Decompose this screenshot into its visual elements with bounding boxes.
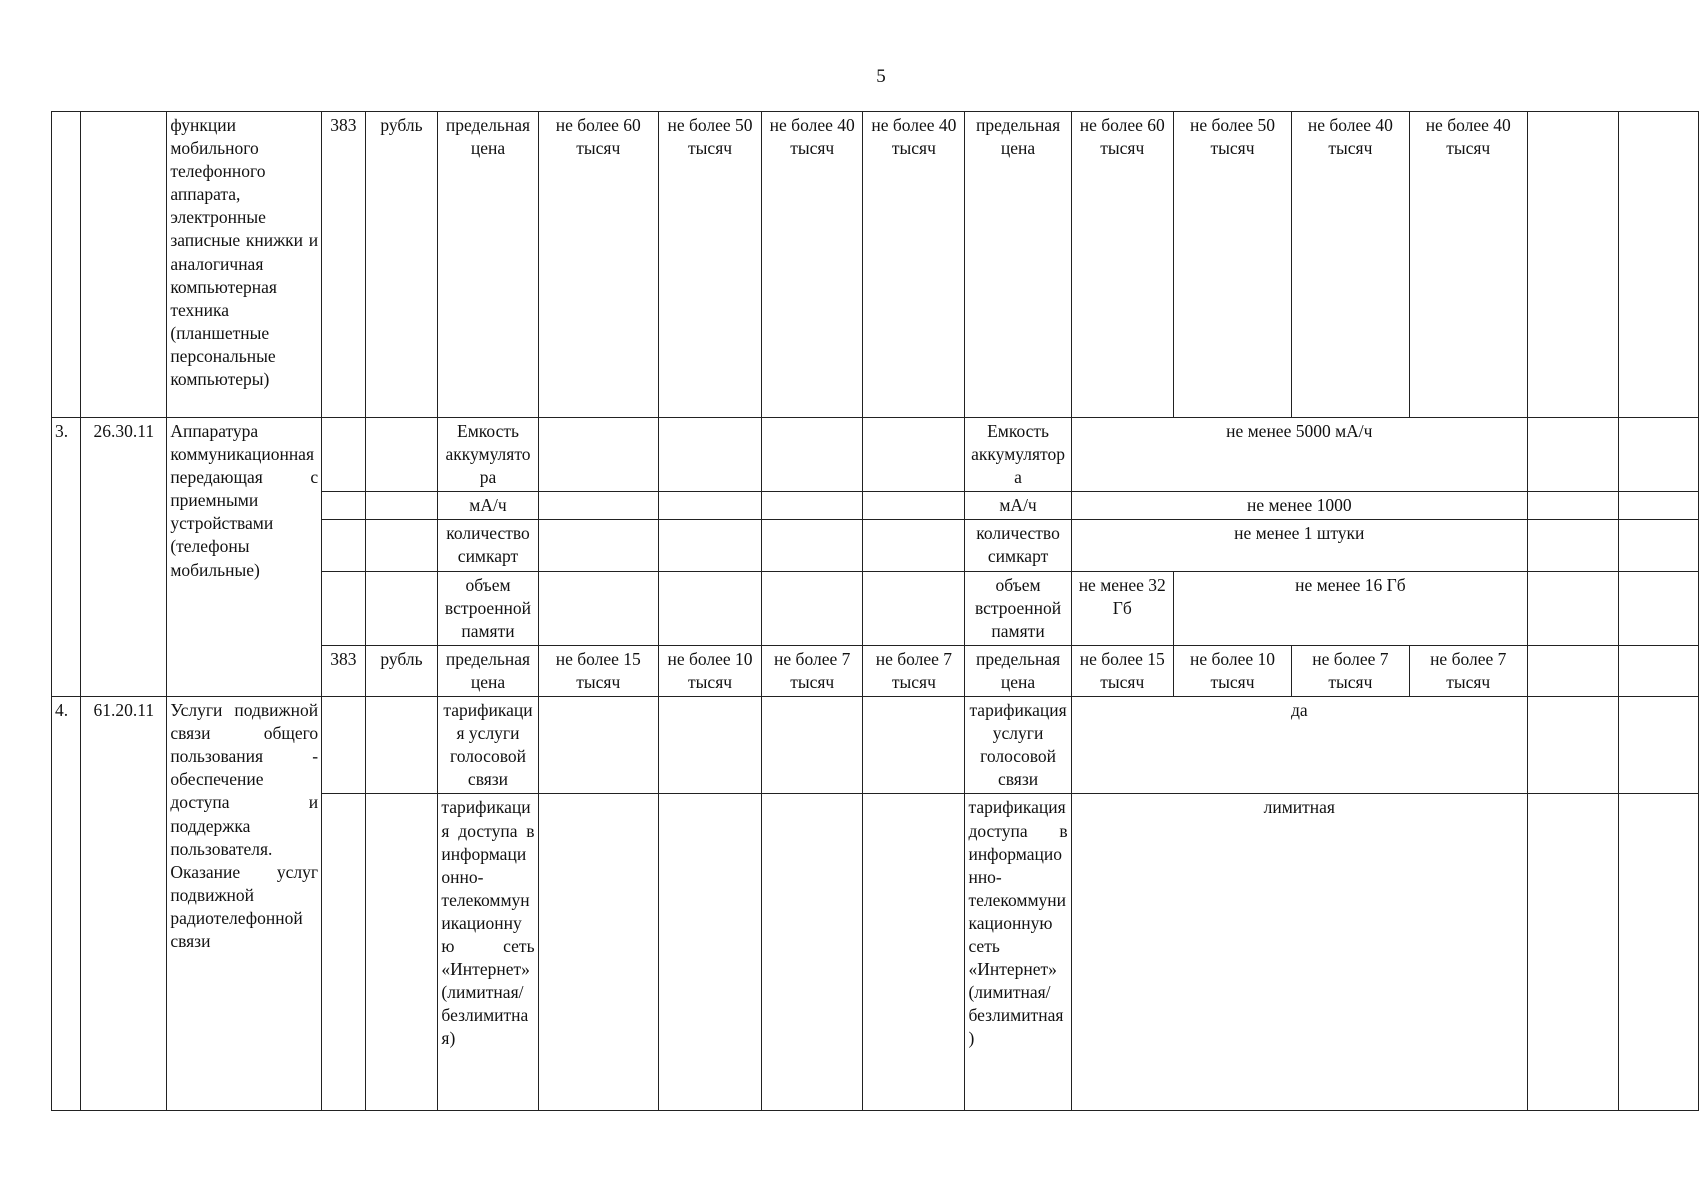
cell-empty bbox=[1527, 520, 1618, 571]
cell-empty bbox=[365, 571, 438, 645]
cell-empty bbox=[538, 697, 658, 794]
unit-code: 383 bbox=[322, 645, 366, 696]
characteristic: тарификация доступа в информационно-телекоммуникационную сеть «Интернет» (лимитная/ безлимитная) bbox=[965, 794, 1071, 1111]
table-row bbox=[52, 697, 1699, 794]
value: не более 60 тысяч bbox=[538, 112, 658, 418]
cell-empty bbox=[1618, 794, 1698, 1111]
cell-empty bbox=[863, 418, 965, 492]
cell-empty bbox=[658, 492, 761, 520]
item-name: функции мобильного телефонного аппарата, электронные записные книжки и аналогичная компьютерная техника (планшетные персональные компьютеры) bbox=[167, 112, 322, 418]
cell-empty bbox=[1527, 645, 1618, 696]
value: не более 7 тысяч bbox=[762, 645, 863, 696]
characteristic: предельная цена bbox=[438, 112, 538, 418]
cell-empty bbox=[1527, 112, 1618, 418]
value: не более 40 тысяч bbox=[762, 112, 863, 418]
cell-empty bbox=[1618, 697, 1698, 794]
cell-empty bbox=[538, 418, 658, 492]
value: не более 40 тысяч bbox=[1409, 112, 1527, 418]
characteristic: объем встроенной памяти bbox=[965, 571, 1071, 645]
characteristic: Емкость аккумулятора bbox=[438, 418, 538, 492]
value: не менее 1000 bbox=[1071, 492, 1527, 520]
cell-empty bbox=[538, 492, 658, 520]
value: не более 7 тысяч bbox=[1409, 645, 1527, 696]
cell-empty bbox=[1618, 492, 1698, 520]
value: не более 50 тысяч bbox=[658, 112, 761, 418]
cell-empty bbox=[538, 571, 658, 645]
cell-empty bbox=[322, 520, 366, 571]
page-number: 5 bbox=[876, 66, 886, 87]
cell-empty bbox=[762, 492, 863, 520]
value: не более 10 тысяч bbox=[658, 645, 761, 696]
characteristic: предельная цена bbox=[965, 112, 1071, 418]
cell-empty bbox=[322, 418, 366, 492]
characteristic: тарификация доступа в информационно-телекоммуникационную сеть «Интернет» (лимитная/ безлимитная) bbox=[438, 794, 538, 1111]
cell-empty bbox=[863, 520, 965, 571]
cell-empty bbox=[365, 418, 438, 492]
cell-empty bbox=[1527, 794, 1618, 1111]
row-number: 4. bbox=[52, 697, 81, 1111]
okpd-code: 61.20.11 bbox=[81, 697, 167, 1111]
value: не более 60 тысяч bbox=[1071, 112, 1173, 418]
cell-empty bbox=[322, 794, 366, 1111]
value: да bbox=[1071, 697, 1527, 794]
cell-empty bbox=[658, 571, 761, 645]
cell-empty bbox=[1618, 520, 1698, 571]
cell-empty bbox=[322, 492, 366, 520]
characteristic: мА/ч bbox=[965, 492, 1071, 520]
cell-empty bbox=[1527, 418, 1618, 492]
cell-empty bbox=[863, 571, 965, 645]
cell-empty bbox=[658, 794, 761, 1111]
value: не менее 5000 мА/ч bbox=[1071, 418, 1527, 492]
item-name: Аппаратура коммуникационная передающая с приемными устройствами (телефоны мобильные) bbox=[167, 418, 322, 697]
value: не более 7 тысяч bbox=[1292, 645, 1409, 696]
characteristic: объем встроенной памяти bbox=[438, 571, 538, 645]
requirements-table bbox=[51, 111, 1699, 1111]
cell-empty bbox=[365, 520, 438, 571]
cell-empty bbox=[658, 697, 761, 794]
cell-okpd bbox=[81, 112, 167, 418]
cell-empty bbox=[658, 520, 761, 571]
value: не менее 16 Гб bbox=[1173, 571, 1527, 645]
value: лимитная bbox=[1071, 794, 1527, 1111]
value: не менее 1 штуки bbox=[1071, 520, 1527, 571]
cell-empty bbox=[1618, 112, 1698, 418]
cell-empty bbox=[322, 697, 366, 794]
characteristic: количество симкарт bbox=[965, 520, 1071, 571]
cell-num bbox=[52, 112, 81, 418]
value: не более 50 тысяч bbox=[1173, 112, 1291, 418]
cell-empty bbox=[762, 697, 863, 794]
cell-empty bbox=[762, 418, 863, 492]
characteristic: тарификация услуги голосовой связи bbox=[965, 697, 1071, 794]
value: не более 10 тысяч bbox=[1173, 645, 1291, 696]
cell-empty bbox=[658, 418, 761, 492]
cell-empty bbox=[1527, 571, 1618, 645]
value: не более 40 тысяч bbox=[863, 112, 965, 418]
unit-name: рубль bbox=[365, 112, 438, 418]
value: не более 15 тысяч bbox=[538, 645, 658, 696]
characteristic: Емкость аккумулятора bbox=[965, 418, 1071, 492]
cell-empty bbox=[762, 520, 863, 571]
unit-code: 383 bbox=[322, 112, 366, 418]
cell-empty bbox=[762, 794, 863, 1111]
item-name: Услуги подвижной связи общего пользования - обеспечение доступа и поддержка пользователя. Оказание услуг подвижной радиотелефонной связи bbox=[167, 697, 322, 1111]
cell-empty bbox=[365, 697, 438, 794]
cell-empty bbox=[1618, 418, 1698, 492]
cell-empty bbox=[365, 794, 438, 1111]
value: не более 15 тысяч bbox=[1071, 645, 1173, 696]
cell-empty bbox=[365, 492, 438, 520]
cell-empty bbox=[863, 492, 965, 520]
cell-empty bbox=[863, 794, 965, 1111]
characteristic: мА/ч bbox=[438, 492, 538, 520]
cell-empty bbox=[1527, 492, 1618, 520]
cell-empty bbox=[322, 571, 366, 645]
characteristic: предельная цена bbox=[965, 645, 1071, 696]
row-number: 3. bbox=[52, 418, 81, 697]
characteristic: предельная цена bbox=[438, 645, 538, 696]
table-row bbox=[52, 418, 1699, 492]
cell-empty bbox=[762, 571, 863, 645]
table-row bbox=[52, 112, 1699, 418]
cell-empty bbox=[1527, 697, 1618, 794]
unit-name: рубль bbox=[365, 645, 438, 696]
cell-empty bbox=[863, 697, 965, 794]
characteristic: количество симкарт bbox=[438, 520, 538, 571]
value: не более 40 тысяч bbox=[1292, 112, 1409, 418]
value: не менее 32 Гб bbox=[1071, 571, 1173, 645]
okpd-code: 26.30.11 bbox=[81, 418, 167, 697]
cell-empty bbox=[538, 520, 658, 571]
cell-empty bbox=[1618, 645, 1698, 696]
cell-empty bbox=[538, 794, 658, 1111]
value: не более 7 тысяч bbox=[863, 645, 965, 696]
characteristic: тарификация услуги голосовой связи bbox=[438, 697, 538, 794]
cell-empty bbox=[1618, 571, 1698, 645]
